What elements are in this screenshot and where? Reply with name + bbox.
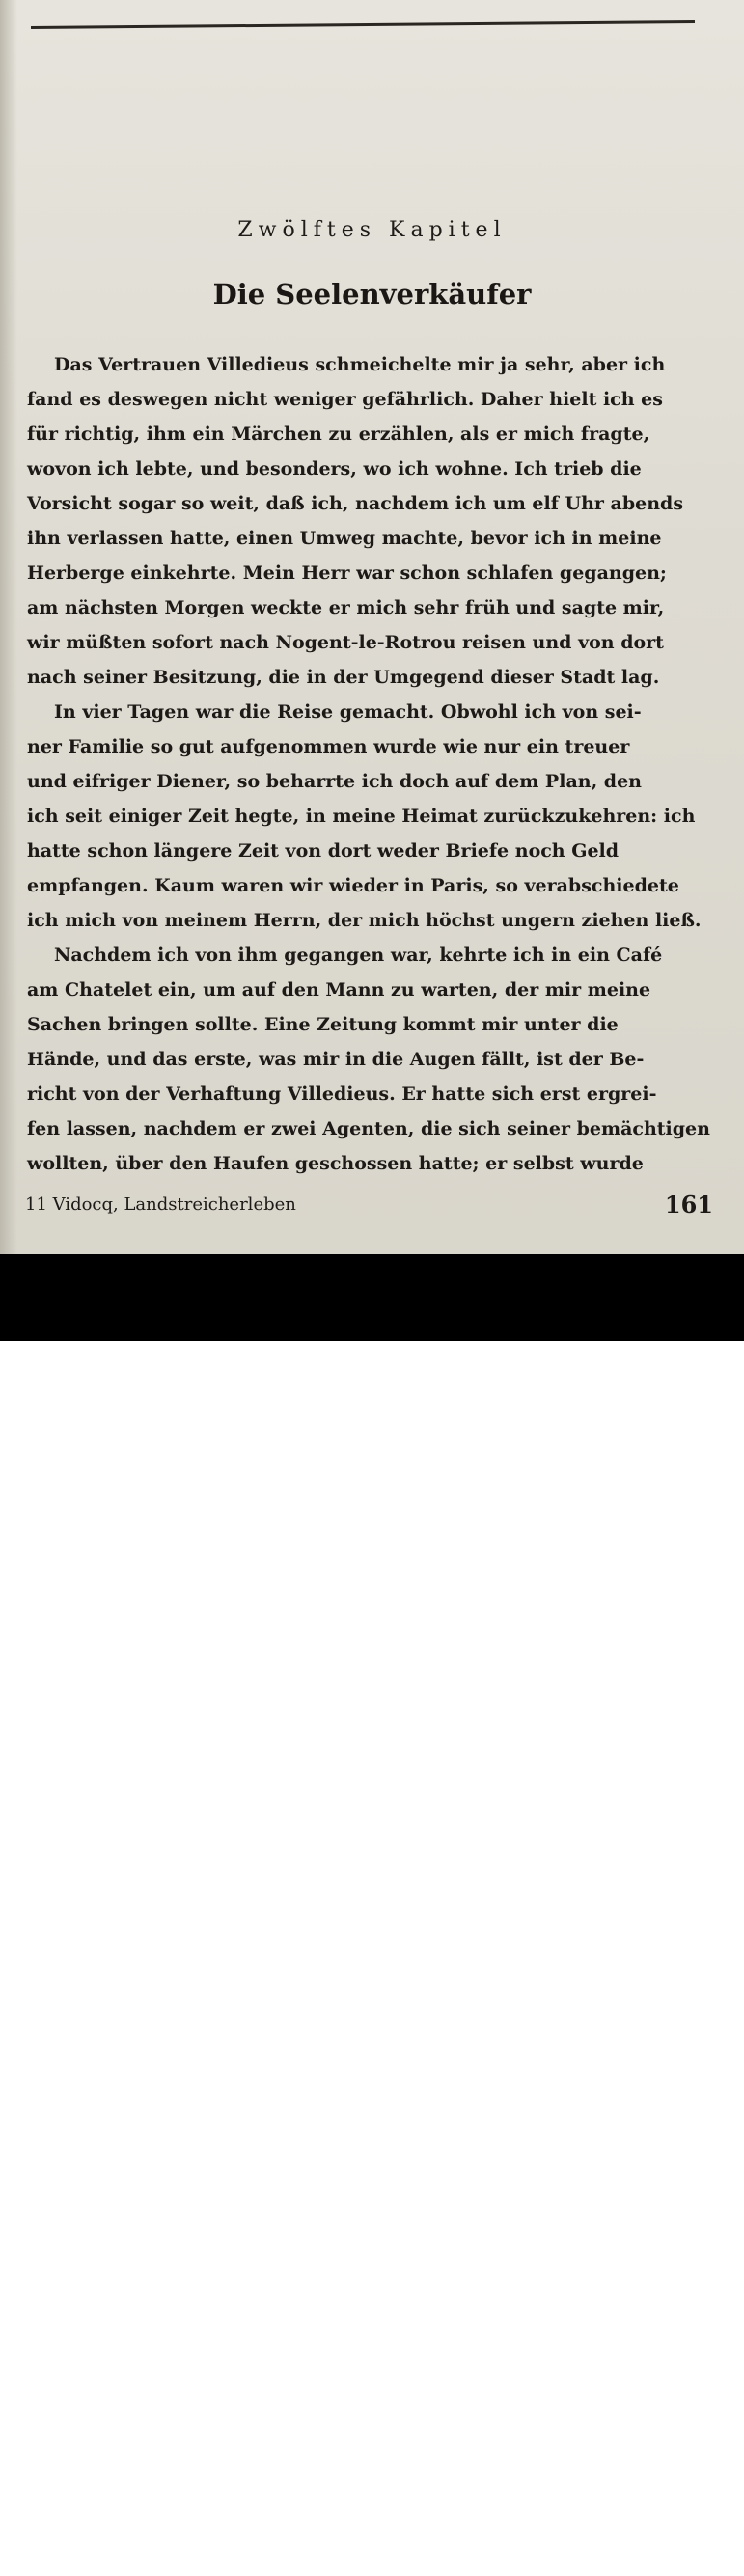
watermark-bar [0, 1254, 744, 2576]
text-line: wollten, über den Haufen geschossen hatte; er selbst wurde [27, 1153, 644, 1174]
text-line: wovon ich lebte, und besonders, wo ich wohne. Ich trieb die [27, 458, 642, 480]
chapter-title: Die Seelenverkäufer [212, 278, 532, 311]
text-line: wir müßten sofort nach Nogent-le-Rotrou reisen und von dort [27, 632, 664, 653]
text-line: Vorsicht sogar so weit, daß ich, nachdem ich um elf Uhr abends [27, 493, 684, 514]
footer-signature: 11 Vidocq, Landstreicherleben [25, 1194, 296, 1215]
text-line: am nächsten Morgen weckte er mich sehr früh und sagte mir, [27, 597, 665, 618]
chapter-heading: Zwölftes Kapitel [237, 218, 507, 242]
text-line: ich seit einiger Zeit hegte, in meine Heimat zurückzukehren: ich [27, 806, 696, 827]
text-line: für richtig, ihm ein Märchen zu erzählen, als er mich fragte, [27, 424, 650, 445]
text-line: richt von der Verhaftung Villedieus. Er hatte sich erst ergrei- [27, 1083, 657, 1105]
text-line: und eifriger Diener, so beharrte ich doch auf dem Plan, den [27, 771, 642, 792]
text-line: ner Familie so gut aufgenommen wurde wie nur ein treuer [27, 736, 630, 757]
text-line: fand es deswegen nicht weniger gefährlich. Daher hielt ich es [27, 389, 663, 410]
text-line: hatte schon längere Zeit von dort weder Briefe noch Geld [27, 840, 620, 862]
watermark-url: www.alamy.com [578, 2557, 711, 2576]
text-line: ihn verlassen hatte, einen Umweg machte, bevor ich in meine [27, 528, 662, 549]
text-line: Sachen bringen sollte. Eine Zeitung kommt mir unter die [27, 1014, 619, 1035]
page-number: 161 [664, 1191, 713, 1219]
text-line: empfangen. Kaum waren wir wieder in Paris, so verabschiedete [27, 875, 679, 896]
text-line: Herberge einkehrte. Mein Herr war schon schlafen gegangen; [27, 562, 667, 584]
alamy-logo: alamy [46, 2522, 166, 2564]
text-line: ich mich von meinem Herrn, der mich höchst ungern ziehen ließ. [27, 910, 702, 931]
body-text [27, 347, 716, 1181]
text-line: In vier Tagen war die Reise gemacht. Obwohl ich von sei- [54, 701, 642, 723]
text-line: am Chatelet ein, um auf den Mann zu warten, der mir meine [27, 979, 651, 1000]
text-line: fen lassen, nachdem er zwei Agenten, die sich seiner bemächtigen [27, 1118, 710, 1139]
text-line: nach seiner Besitzung, die in der Umgegend dieser Stadt lag. [27, 667, 660, 688]
header-rule [31, 20, 695, 29]
text-line: Das Vertrauen Villedieus schmeichelte mir ja sehr, aber ich [54, 354, 666, 375]
text-line: Nachdem ich von ihm gegangen war, kehrte ich in ein Café [54, 945, 663, 966]
text-line: Hände, und das erste, was mir in die Augen fällt, ist der Be- [27, 1049, 645, 1070]
book-page-photo [0, 0, 744, 1254]
image-id: P75235 [638, 2528, 711, 2551]
